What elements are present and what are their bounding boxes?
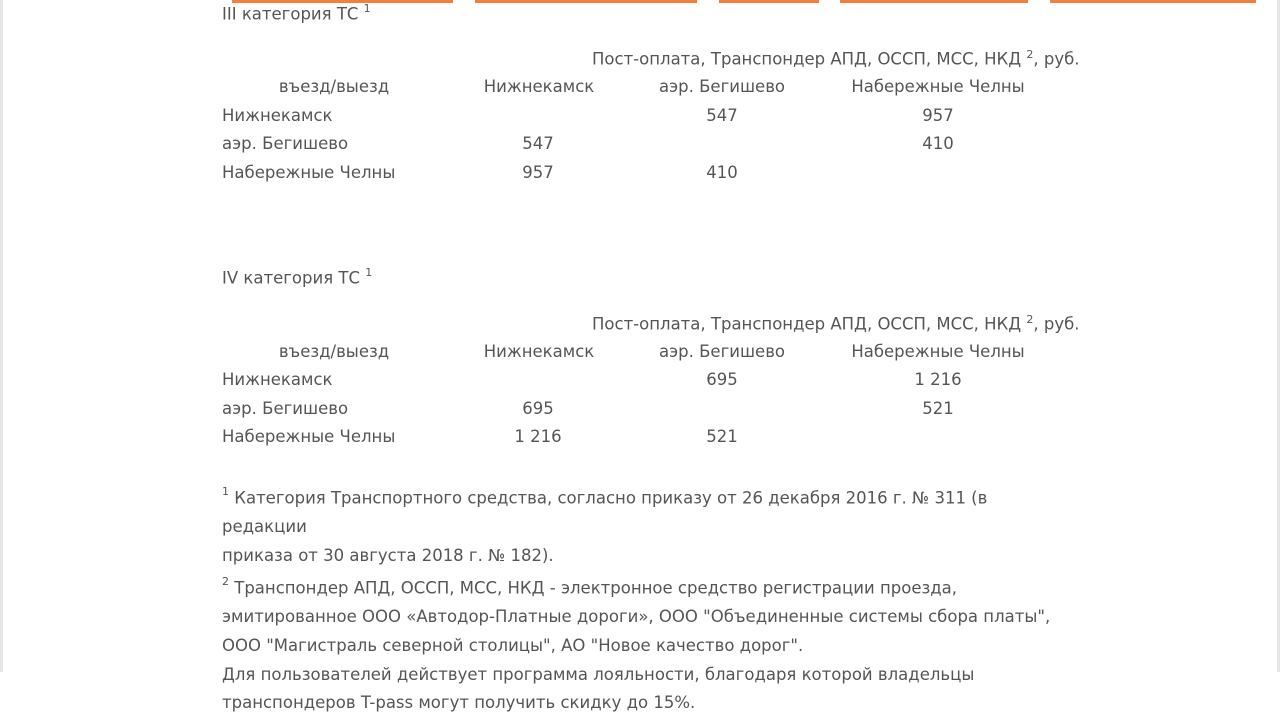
footnote-ref: 2: [1026, 313, 1034, 326]
payment-unit: , руб.: [1033, 49, 1080, 69]
footnote-marker: 2: [222, 575, 229, 589]
table-header-row: [222, 342, 1082, 366]
tariff-cell: 695: [522, 399, 554, 418]
page-left-edge: [0, 0, 3, 672]
table-row: [222, 106, 1082, 130]
footnote-ref: 2: [1026, 48, 1034, 61]
section-title-text: III категория ТС: [222, 4, 359, 24]
top-nav-tab-2[interactable]: [475, 0, 697, 3]
loyalty-note: Для пользователей действует программа лояльности, благодаря которой владельцы: [222, 664, 975, 684]
table-row: [222, 427, 1082, 451]
footnotes: [222, 480, 1062, 718]
payment-method-header: [592, 48, 1080, 69]
column-header-entry-exit: въезд/выезд: [278, 342, 390, 361]
footnote-ref: 1: [363, 2, 371, 15]
column-header-nizhnekamsk: Нижнекамск: [483, 342, 595, 361]
section-title-category-4: [222, 267, 372, 288]
footnote-text: Категория Транспортного средства, согласно приказу от 26 декабря 2016 г. № 311 (в редакции: [222, 488, 988, 537]
table-row: [222, 163, 1082, 187]
table-row: [222, 399, 1082, 423]
top-nav-tabs-strip: [0, 0, 1280, 3]
column-header-nizhnekamsk: Нижнекамск: [483, 77, 595, 96]
row-label: Нижнекамск: [222, 106, 333, 125]
footnote-2: [222, 570, 1062, 603]
payment-header-row: [222, 313, 1082, 337]
tariff-cell: 521: [922, 399, 954, 418]
tariff-cell: 410: [706, 163, 738, 182]
payment-header-row: [222, 48, 1082, 72]
section-title-text: IV категория ТС: [222, 268, 360, 288]
tariff-cell: 1 216: [514, 427, 562, 446]
payment-unit: , руб.: [1033, 314, 1080, 334]
footnote-marker: 1: [222, 485, 229, 498]
footnote-1: [222, 480, 1062, 542]
tariff-cell: 695: [706, 370, 738, 389]
row-label: Набережные Челны: [222, 427, 396, 446]
column-header-begishevo: аэр. Бегишево: [658, 77, 786, 96]
payment-method-header: [592, 313, 1080, 334]
tariff-cell: 957: [922, 106, 954, 125]
top-nav-tab-4[interactable]: [840, 0, 1028, 3]
payment-method-text: Пост-оплата, Транспондер АПД, ОССП, МСС, НКД: [592, 49, 1022, 69]
column-header-begishevo: аэр. Бегишево: [658, 342, 786, 361]
footnote-ref: 1: [365, 266, 373, 279]
row-label: Нижнекамск: [222, 370, 333, 389]
table-header-row: [222, 77, 1082, 101]
column-header-naberezhnye-chelny: Набережные Челны: [851, 342, 1025, 361]
footnote-2-continued: эмитированное ООО «Автодор-Платные дороги», ООО "Объединенные системы сбора платы",: [222, 607, 1051, 627]
table-row: [222, 134, 1082, 158]
tariff-cell: 547: [706, 106, 738, 125]
section-title-category-3: [222, 3, 371, 24]
footnote-text: Транспондер АПД, ОССП, МСС, НКД - электронное средство регистрации проезда,: [229, 578, 958, 598]
tariff-cell: 1 216: [914, 370, 962, 389]
top-nav-tab-3[interactable]: [719, 0, 819, 3]
row-label: Набережные Челны: [222, 163, 396, 182]
column-header-naberezhnye-chelny: Набережные Челны: [851, 77, 1025, 96]
top-nav-tab-5[interactable]: [1050, 0, 1256, 3]
footnote-1-continued: приказа от 30 августа 2018 г. № 182).: [222, 545, 554, 565]
loyalty-note-continued: транспондеров T-pass могут получить скидку до 15%.: [222, 693, 696, 713]
row-label: аэр. Бегишево: [222, 134, 349, 153]
footnote-2-continued: ООО "Магистраль северной столицы", АО "Новое качество дорог".: [222, 635, 804, 655]
table-row: [222, 370, 1082, 394]
payment-method-text: Пост-оплата, Транспондер АПД, ОССП, МСС, НКД: [592, 314, 1022, 334]
tariff-cell: 521: [706, 427, 738, 446]
column-header-entry-exit: въезд/выезд: [278, 77, 390, 96]
tariff-cell: 547: [522, 134, 554, 153]
tariff-cell: 957: [522, 163, 554, 182]
tariff-cell: 410: [922, 134, 954, 153]
row-label: аэр. Бегишево: [222, 399, 349, 418]
